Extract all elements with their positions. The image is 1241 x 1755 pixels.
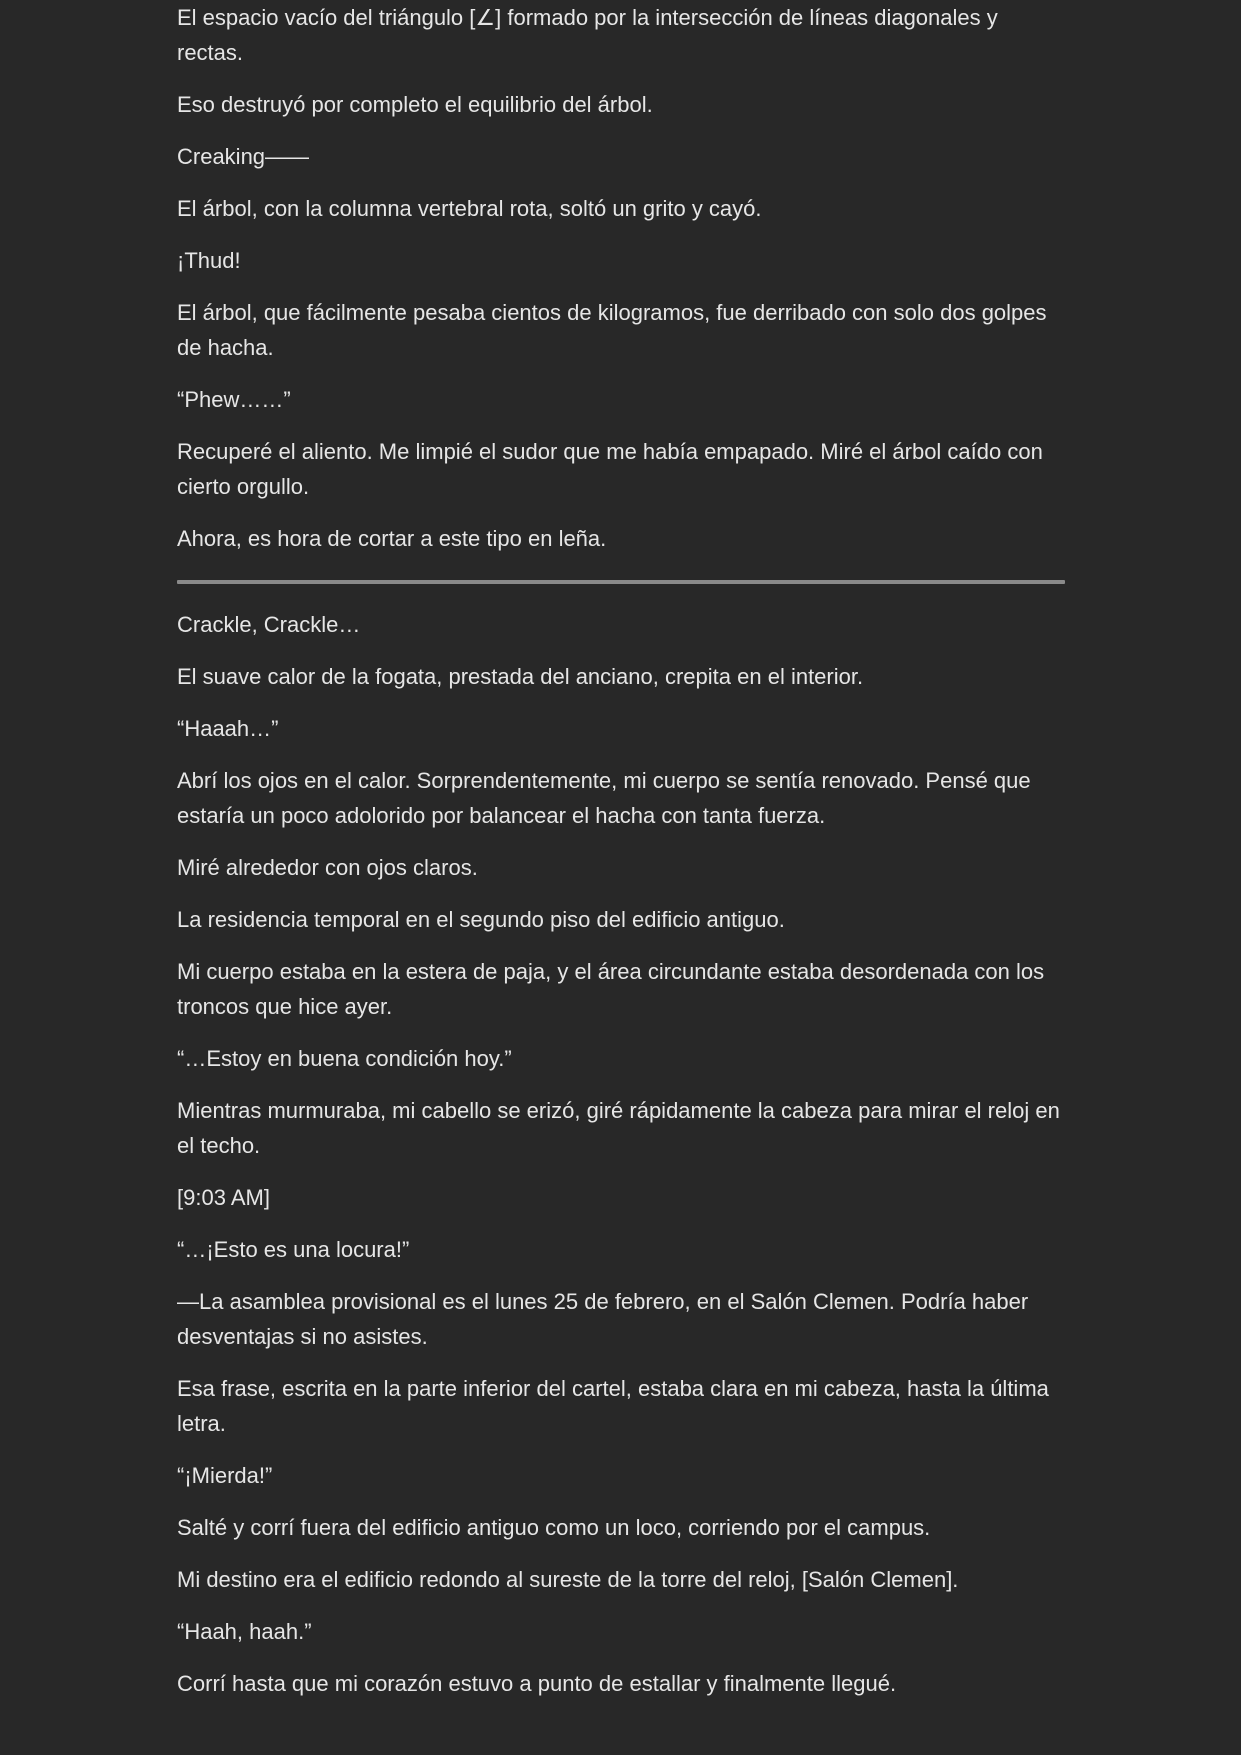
paragraph: Mi destino era el edificio redondo al sureste de la torre del reloj, [Salón Clemen]. [177,1567,959,1592]
paragraph: Ahora, es hora de cortar a este tipo en leña. [177,526,607,551]
paragraph: Recuperé el aliento. Me limpié el sudor que me había empapado. Miré el árbol caído con cierto orgullo. [177,439,1043,499]
paragraph: Creaking—— [177,144,310,169]
paragraph: Miré alrededor con ojos claros. [177,855,478,880]
paragraph: “Haaah…” [177,716,279,741]
paragraph: “Haah, haah.” [177,1619,312,1644]
paragraph: ¡Thud! [177,248,241,273]
section-divider [177,580,1065,584]
reader-content [177,0,1065,1718]
paragraph: Esa frase, escrita en la parte inferior del cartel, estaba clara en mi cabeza, hasta la última letra. [177,1376,1049,1436]
paragraph: Abrí los ojos en el calor. Sorprendentemente, mi cuerpo se sentía renovado. Pensé que estaría un poco adolorido por balancear el hacha con tanta fuerza. [177,768,1031,828]
paragraph: El espacio vacío del triángulo [∠] formado por la intersección de líneas diagonales y rectas. [177,5,998,65]
paragraph: La residencia temporal en el segundo piso del edificio antiguo. [177,907,785,932]
paragraph: El árbol, que fácilmente pesaba cientos de kilogramos, fue derribado con solo dos golpes de hacha. [177,300,1047,360]
paragraph: El suave calor de la fogata, prestada del anciano, crepita en el interior. [177,664,864,689]
paragraph: Crackle, Crackle… [177,612,361,637]
paragraph: Mientras murmuraba, mi cabello se erizó, giré rápidamente la cabeza para mirar el reloj en el techo. [177,1098,1060,1158]
paragraph: “…¡Esto es una locura!” [177,1237,410,1262]
paragraph: Mi cuerpo estaba en la estera de paja, y el área circundante estaba desordenada con los troncos que hice ayer. [177,959,1045,1019]
paragraph: [9:03 AM] [177,1185,270,1210]
paragraph: El árbol, con la columna vertebral rota, soltó un grito y cayó. [177,196,762,221]
paragraph: Corrí hasta que mi corazón estuvo a punto de estallar y finalmente llegué. [177,1671,897,1696]
paragraph: Salté y corrí fuera del edificio antiguo como un loco, corriendo por el campus. [177,1515,931,1540]
paragraph: “Phew……” [177,387,291,412]
paragraph: Eso destruyó por completo el equilibrio del árbol. [177,92,653,117]
paragraph: —La asamblea provisional es el lunes 25 de febrero, en el Salón Clemen. Podría haber desventajas si no asistes. [177,1289,1029,1349]
paragraph: “¡Mierda!” [177,1463,273,1488]
paragraph: “…Estoy en buena condición hoy.” [177,1046,512,1071]
